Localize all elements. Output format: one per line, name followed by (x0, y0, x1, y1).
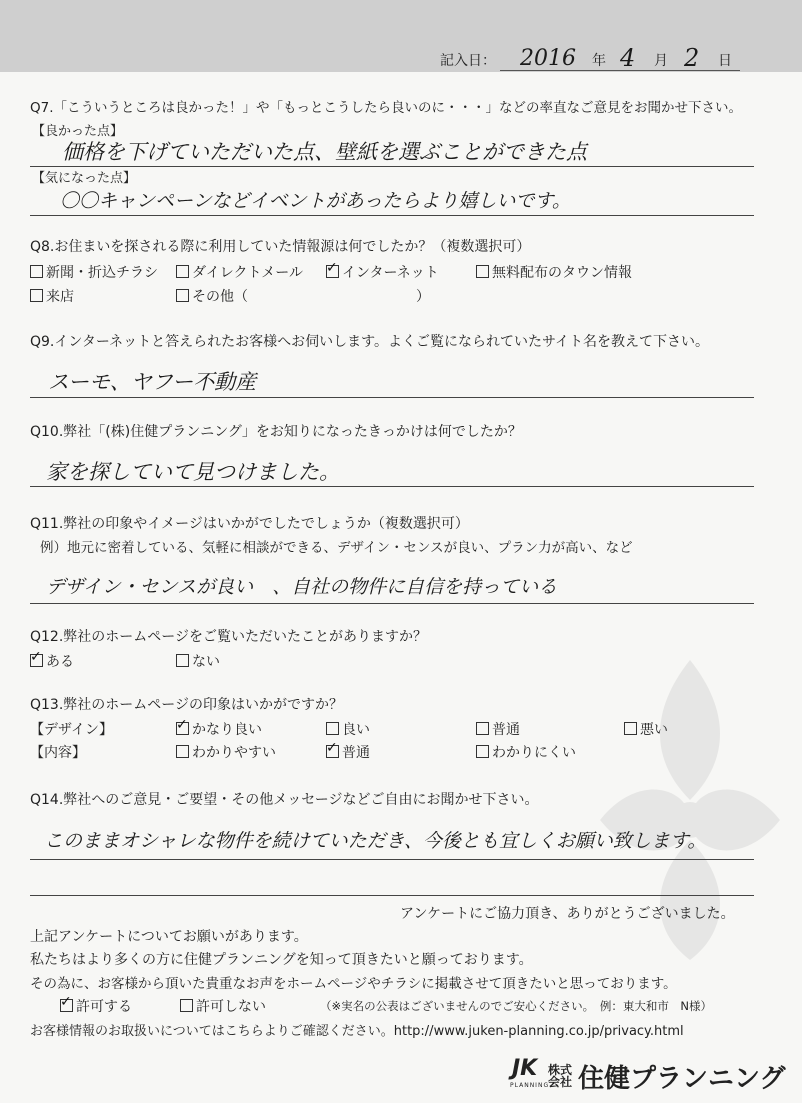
q7-good-answer: 価格を下げていただいた点、壁紙を選ぶことができた点 (62, 140, 587, 164)
checkbox[interactable] (326, 722, 339, 735)
q13-design-normal[interactable]: 普通 (476, 719, 520, 739)
q13-design-bad[interactable]: 悪い (624, 719, 668, 739)
q7-good-label: 【良かった点】 (32, 124, 124, 139)
answer-line (30, 215, 754, 216)
answer-line (30, 397, 754, 398)
q13-content-label: 【内容】 (30, 745, 86, 761)
q12-option-yes[interactable]: ✓ある (30, 651, 74, 671)
q10-answer: 家を探していて見つけました。 (46, 460, 340, 484)
q13-question: Q13.弊社のホームページの印象はいかがですか？ (30, 697, 344, 713)
answer-line (30, 895, 754, 896)
day-unit: 日 (718, 53, 732, 69)
checkbox[interactable] (176, 289, 189, 302)
date-label: 記入日： (440, 53, 496, 69)
jk-mark-icon: JK (512, 1056, 538, 1081)
checkbox-checked[interactable] (30, 654, 43, 667)
q8-option-other[interactable]: その他（ ） (176, 286, 430, 306)
date-day: 2 (684, 44, 700, 72)
answer-line (30, 486, 754, 487)
q8-option-newspaper[interactable]: 新聞・折込チラシ (30, 262, 158, 282)
checkbox-checked[interactable] (176, 722, 189, 735)
request-text-2: 私たちはより多くの方に住健プランニングを知って頂きたいと願っております。 (30, 952, 533, 968)
q11-question: Q11.弊社の印象やイメージはいかがでしたでしょうか（複数選択可） (30, 516, 469, 532)
q8-option-internet[interactable]: ✓ インターネット (326, 262, 439, 282)
permit-option[interactable]: ✓許可する (60, 996, 132, 1016)
q9-question: Q9.インターネットと答えられたお客様へお伺いします。よくご覧になられていたサイト名を教えて下さい。 (30, 334, 710, 350)
checkbox-checked[interactable] (326, 265, 339, 278)
q13-content-clear[interactable]: わかりやすい (176, 742, 276, 762)
anonymity-note: （※実名の公表はございませんのでご安心ください。 例：東大和市 N様） (320, 999, 712, 1013)
checkbox-checked[interactable] (60, 999, 73, 1012)
entry-date (440, 46, 780, 72)
request-text-3: その為に、お客様から頂いた貴重なお声をホームページやチラシに掲載させて頂きたいと思っております。 (30, 976, 677, 992)
company-prefix: 株式会社 (548, 1063, 573, 1089)
q9-answer: スーモ、ヤフー不動産 (48, 370, 257, 394)
q13-content-normal[interactable]: ✓ 普通 (326, 742, 370, 762)
q11-example: 例）地元に密着している、気軽に相談ができる、デザイン・センスが良い、プラン力が高い、など (40, 540, 633, 556)
logo-sub: PLANNING (510, 1082, 550, 1089)
checkbox[interactable] (30, 289, 43, 302)
date-year: 2016 (520, 46, 576, 71)
company-logo (510, 1056, 800, 1096)
company-name: 住健プランニング (578, 1064, 786, 1094)
date-underline (500, 70, 740, 71)
checkbox[interactable] (30, 265, 43, 278)
checkbox[interactable] (176, 745, 189, 758)
q10-question: Q10.弊社「(株)住健プランニング」をお知りになったきっかけは何でしたか？ (30, 424, 522, 440)
q7-question: Q7.「こういうところは良かった！」や「もっとこうしたら良いのに・・・」などの率直なご意見をお聞かせ下さい。 (30, 100, 743, 116)
q14-question: Q14.弊社へのご意見・ご要望・その他メッセージなどご自由にお聞かせ下さい。 (30, 792, 539, 808)
q8-option-town-info[interactable]: 無料配布のタウン情報 (476, 262, 632, 282)
answer-line (30, 859, 754, 860)
deny-option[interactable]: 許可しない (180, 996, 266, 1016)
answer-line (30, 603, 754, 604)
month-unit: 月 (654, 53, 668, 69)
date-month: 4 (620, 44, 636, 72)
checkbox[interactable] (476, 745, 489, 758)
q13-content-unclear[interactable]: わかりにくい (476, 742, 576, 762)
q11-answer: デザイン・センスが良い 、自社の物件に自信を持っている (46, 576, 558, 598)
q13-design-very-good[interactable]: ✓ かなり良い (176, 719, 262, 739)
checkbox[interactable] (180, 999, 193, 1012)
q12-question: Q12.弊社のホームページをご覧いただいたことがありますか？ (30, 629, 428, 645)
q8-option-visit[interactable]: 来店 (30, 286, 74, 306)
privacy-text: お客様情報のお取扱いについてはこちらよりご確認ください。http://www.juken-planning.co.jp/privacy.html (30, 1024, 684, 1039)
q12-option-no[interactable]: ない (176, 651, 220, 671)
checkbox[interactable] (476, 265, 489, 278)
answer-line (30, 166, 754, 167)
q7-concern-label: 【気になった点】 (32, 171, 137, 186)
q13-design-good[interactable]: 良い (326, 719, 370, 739)
checkbox[interactable] (176, 265, 189, 278)
checkbox-checked[interactable] (326, 745, 339, 758)
q14-answer: このままオシャレな物件を続けていただき、今後とも宜しくお願い致します。 (44, 830, 707, 852)
q8-option-direct-mail[interactable]: ダイレクトメール (176, 262, 303, 282)
thanks-text: アンケートにご協力頂き、ありがとうございました。 (400, 906, 735, 922)
q8-question: Q8.お住まいを探される際に利用していた情報源は何でしたか？（複数選択可） (30, 239, 531, 255)
year-unit: 年 (592, 53, 606, 69)
request-text-1: 上記アンケートについてお願いがあります。 (30, 929, 308, 945)
q13-design-label: 【デザイン】 (30, 722, 114, 738)
checkbox[interactable] (176, 654, 189, 667)
q7-concern-answer: 〇〇キャンペーンなどイベントがあったらより嬉しいです。 (60, 190, 571, 212)
checkbox[interactable] (476, 722, 489, 735)
